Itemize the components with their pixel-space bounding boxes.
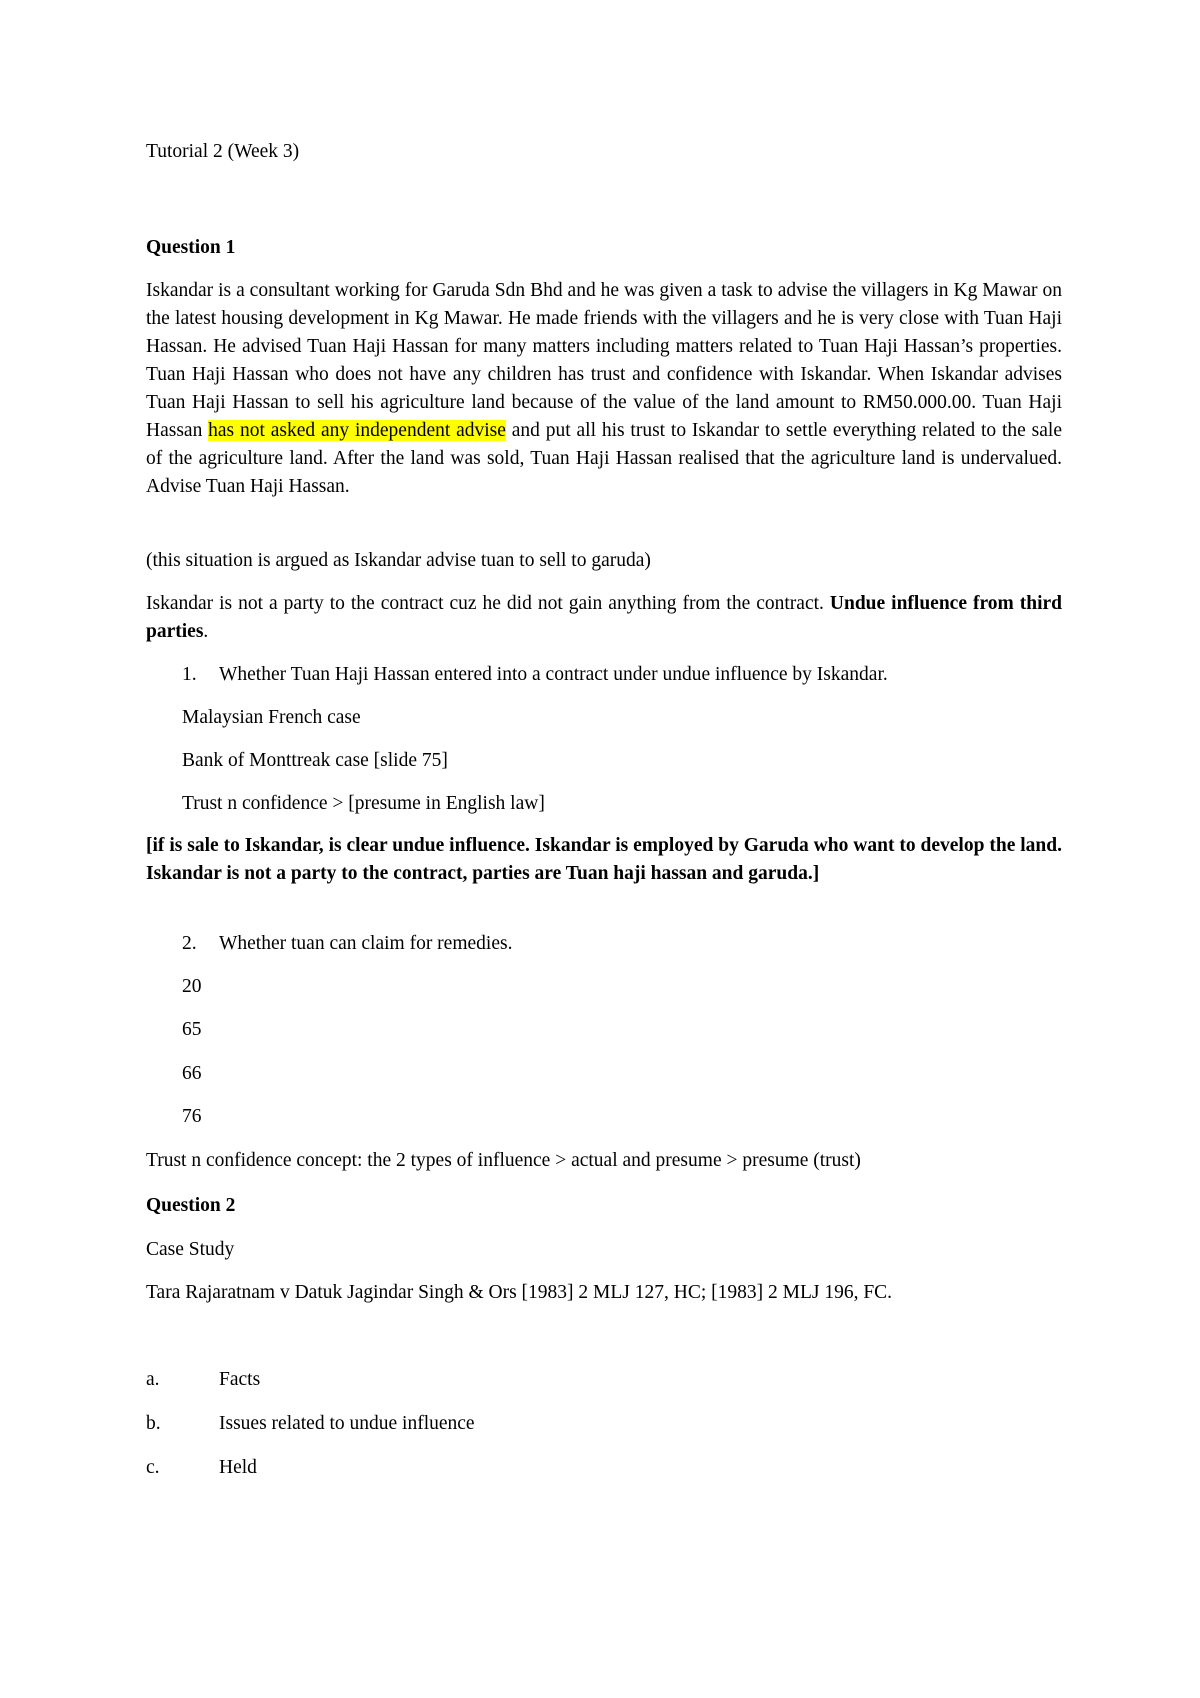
note-party <box>146 590 1062 646</box>
question-1-body <box>146 277 1062 501</box>
note-party-bold: Undue influence from third parties <box>146 593 1063 642</box>
issue-1-number: 1. <box>182 664 197 685</box>
question-1-heading: Question 1 <box>146 237 236 258</box>
issue-2-number-item: 66 <box>182 1063 202 1084</box>
issue-1-note: Malaysian French case <box>182 707 361 728</box>
case-citation: Tara Rajaratnam v Datuk Jagindar Singh & Ors [1983] 2 MLJ 127, HC; [1983] 2 MLJ 196, FC. <box>146 1282 893 1303</box>
issue-2-number-item: 65 <box>182 1019 202 1040</box>
note-argued: (this situation is argued as Iskandar advise tuan to sell to garuda) <box>146 550 651 571</box>
issue-2-text: Whether tuan can claim for remedies. <box>219 933 513 954</box>
issue-1-text: Whether Tuan Haji Hassan entered into a contract under undue influence by Iskandar. <box>219 664 888 685</box>
case-study-label: Case Study <box>146 1239 235 1260</box>
issue-2-number: 2. <box>182 933 197 954</box>
list-item-label: b. <box>146 1413 161 1434</box>
issue-2-number-item: 20 <box>182 976 202 997</box>
list-item-text: Facts <box>219 1369 261 1390</box>
document-title: Tutorial 2 (Week 3) <box>146 141 300 162</box>
note-party-plain: Iskandar is not a party to the contract cuz he did not gain anything from the contract. <box>146 593 830 614</box>
note-party-end: . <box>203 621 209 642</box>
bold-note: [if is sale to Iskandar, is clear undue influence. Iskandar is employed by Garuda who want to develop the land. Iskandar is not a party to the contract, parties are Tuan haji hassan and garuda.] <box>146 835 1062 884</box>
list-item-text: Issues related to undue influence <box>219 1413 475 1434</box>
trust-concept: Trust n confidence concept: the 2 types of influence > actual and presume > presume (trust) <box>146 1150 861 1171</box>
issue-1-note: Trust n confidence > [presume in English law] <box>182 793 545 814</box>
question-1-body-text: Iskandar is a consultant working for Garuda Sdn Bhd and he was given a task to advise the villagers in Kg Mawar on the latest housing development in Kg Mawar. He made friends with the villagers and he is very close with Tuan Haji Hassan. He advised Tuan Haji Hassan for many matters including matters related to Tuan Haji Hassan’s properties. Tuan Haji Hassan who does not have any children has trust and confidence with Iskandar. When Iskandar advises Tuan Haji Hassan to sell his agriculture land because of the value of the land amount to RM50.000.00. Tuan Haji Hassan <box>146 280 1062 441</box>
issue-1-note: Bank of Monttreak case [slide 75] <box>182 750 448 771</box>
list-item-label: a. <box>146 1369 160 1390</box>
question-1-body-text-end: and put all his trust to Iskandar to settle everything related to the sale of the agriculture land. After the land was sold, Tuan Haji Hassan realised that the agriculture land is undervalued. Advise Tuan Haji Hassan. <box>146 420 1062 497</box>
issue-2-number-item: 76 <box>182 1106 202 1127</box>
list-item-label: c. <box>146 1457 160 1478</box>
highlighted-text: has not asked any independent advise <box>208 420 506 441</box>
question-2-heading: Question 2 <box>146 1195 236 1216</box>
list-item-text: Held <box>219 1457 257 1478</box>
